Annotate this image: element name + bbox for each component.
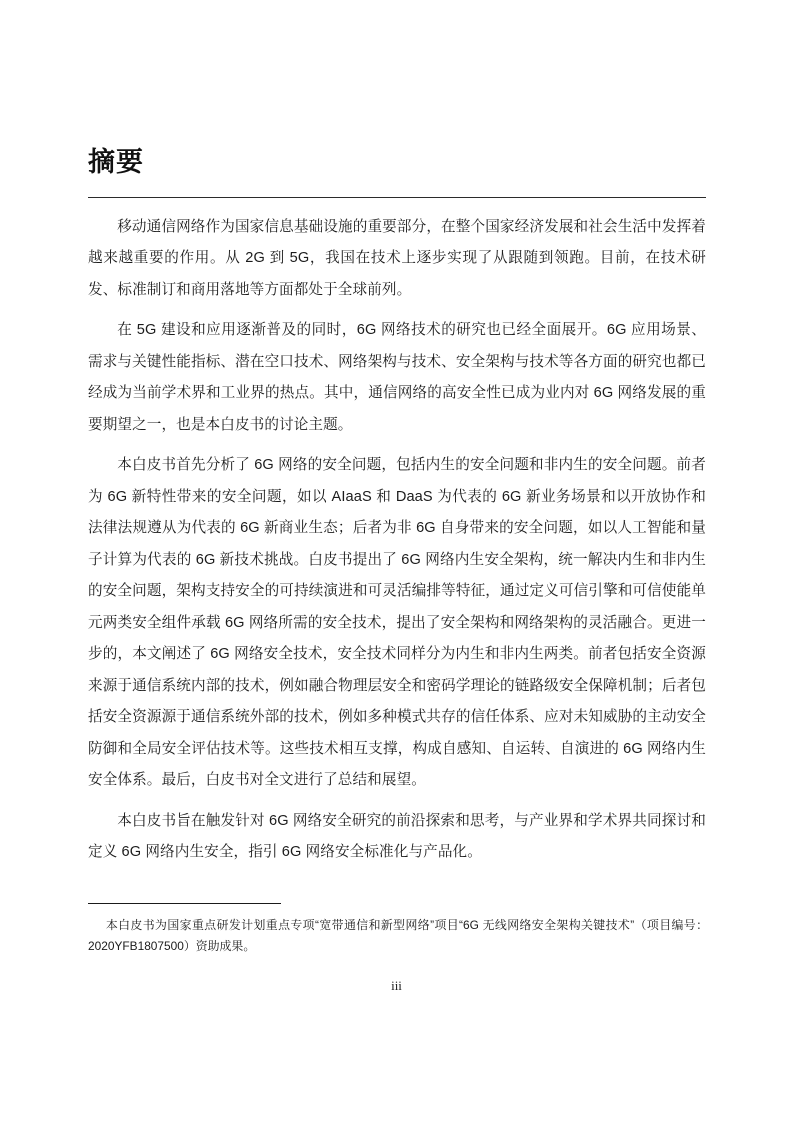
footnote-area: [88, 903, 708, 957]
paragraph-2: 在 5G 建设和应用逐渐普及的同时，6G 网络技术的研究也已经全面展开。6G 应用场景、需求与关键性能指标、潜在空口技术、网络架构与技术、安全架构与技术等各方面的研究也都已经成为当前学术界和工业界的热点。其中，通信网络的高安全性已成为业内对 6G 网络发展的重要期望之一，也是本白皮书的讨论主题。: [88, 322, 706, 433]
paragraph-1: 移动通信网络作为国家信息基础设施的重要部分，在整个国家经济发展和社会生活中发挥着越来越重要的作用。从 2G 到 5G，我国在技术上逐步实现了从跟随到领跑。目前，在技术研发、标准制订和商用落地等方面都处于全球前列。: [88, 218, 706, 298]
page-number: iii: [391, 978, 402, 993]
title-divider: [88, 197, 706, 198]
footnote-text: 本白皮书为国家重点研发计划重点专项“宽带通信和新型网络”项目“6G 无线网络安全架构关键技术”（项目编号：2020YFB1807500）资助成果。: [88, 918, 708, 953]
page-content: [88, 0, 706, 869]
page-title: 摘要: [88, 147, 144, 177]
paragraph-3: 本白皮书首先分析了 6G 网络的安全问题，包括内生的安全问题和非内生的安全问题。前者为 6G 新特性带来的安全问题，如以 AIaaS 和 DaaS 为代表的 6G 新业务场景和以开放协作和法律法规遵从为代表的 6G 新商业生态；后者为非 6G 自身带来的安全问题，如以人工智能和量子计算为代表的 6G 新技术挑战。白皮书提出了 6G 网络内生安全架构，统一解决内生和非内生的安全问题，架构支持安全的可持续演进和可灵活编排等特征，通过定义可信引擎和可信使能单元两类安全组件承载 6G 网络所需的安全技术，提出了安全架构和网络架构的灵活融合。更进一步的，本文阐述了 6G 网络安全技术，安全技术同样分为内生和非内生两类。前者包括安全资源来源于通信系统内部的技术，例如融合物理层安全和密码学理论的链路级安全保障机制；后者包括安全资源源于通信系统外部的技术，例如多种模式共存的信任体系、应对未知威胁的主动安全防御和全局安全评估技术等。这些技术相互支撑，构成自感知、自运转、自演进的 6G 网络内生安全体系。最后，白皮书对全文进行了总结和展望。: [88, 457, 706, 789]
paragraph-4: 本白皮书旨在触发针对 6G 网络安全研究的前沿探索和思考，与产业界和学术界共同探讨和定义 6G 网络内生安全，指引 6G 网络安全标准化与产品化。: [88, 812, 706, 861]
footnote-divider: [88, 903, 281, 904]
abstract-body: [88, 212, 706, 869]
